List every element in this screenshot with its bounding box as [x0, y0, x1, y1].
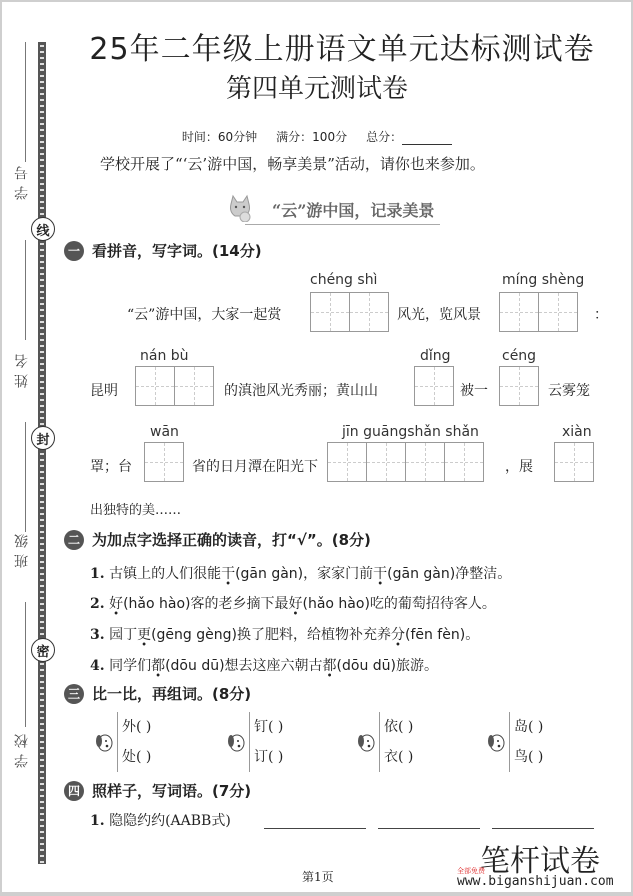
section-number-badge: 一: [64, 241, 84, 261]
dotted-char: 干: [221, 566, 236, 582]
cat-icon: [227, 194, 253, 222]
full-score-info: 满分：100分: [276, 130, 348, 144]
writing-grid[interactable]: [414, 366, 454, 406]
brand-tag: 全部免费: [457, 867, 485, 875]
question-2-2: 2. 好(hǎo hào)客的老乡摘下最好(hǎo hào)吃的葡萄招待客人。: [90, 596, 496, 612]
section-number-badge: 四: [64, 781, 84, 801]
dotted-char: 好: [288, 596, 303, 612]
word-blank[interactable]: 处( ): [122, 749, 152, 765]
reading-options[interactable]: (gēng gèng): [151, 627, 237, 643]
section-2-heading: [64, 529, 371, 550]
time-info: 时间：60分钟: [181, 130, 258, 144]
dog-icon: [95, 731, 113, 753]
compare-pair-1: [95, 712, 151, 772]
page-subtitle: 第四单元测试卷: [225, 74, 408, 104]
binding-line: [25, 422, 26, 532]
reading-options[interactable]: (gān gàn): [235, 566, 304, 582]
reading-options[interactable]: (gān gàn): [387, 566, 456, 582]
section-number-badge: 三: [64, 684, 84, 704]
dotted-char: 干: [373, 566, 388, 582]
dotted-char: 分: [390, 627, 405, 643]
seal-xian: 线: [31, 217, 55, 241]
class-label: 班级: [14, 528, 30, 568]
sentence-text: 罩；台: [90, 459, 132, 475]
pinyin-ming-sheng: míng shèng: [502, 272, 585, 288]
brand-url[interactable]: www.biganshijuan.com: [457, 874, 614, 889]
section-title: 为加点字选择正确的读音，打“√”。(8分): [92, 531, 371, 549]
sentence-text: 的滇池风光秀丽；黄山山: [224, 383, 378, 399]
sentence-text: 被一: [460, 383, 488, 399]
sentence-text: 风光，览风景: [397, 307, 481, 323]
sentence-text: “云”游中国，大家一起赏: [127, 307, 282, 323]
banner-underline: [245, 222, 440, 225]
sentence-text: ，展: [505, 459, 533, 475]
dog-icon: [487, 731, 505, 753]
section-number-badge: 二: [64, 530, 84, 550]
writing-grid[interactable]: [554, 442, 594, 482]
pinyin-ding: dǐng: [420, 348, 451, 364]
exam-meta: [62, 128, 572, 145]
intro-text: 学校开展了“‘云’游中国，畅享美景”活动，请你也来参加。: [100, 155, 485, 173]
sentence-text: 省的日月潭在阳光下: [192, 459, 318, 475]
compare-pair-3: [357, 712, 413, 772]
total-score-blank[interactable]: [402, 134, 452, 145]
student-id-label: 学号: [14, 160, 30, 200]
pinyin-jin-guang-shan-shan: jīn guāngshǎn shǎn: [342, 424, 479, 440]
section-4-heading: [64, 780, 251, 801]
exam-page: [2, 2, 631, 892]
binding-line: [25, 240, 26, 340]
word-blank[interactable]: 岛( ): [514, 719, 544, 735]
word-blank[interactable]: 鸟( ): [514, 749, 544, 765]
compare-pair-2: [227, 712, 283, 772]
question-2-4: 4. 同学们都(dōu dū)想去这座六朝古都(dōu dū)旅游。: [90, 658, 439, 674]
pinyin-nan-bu: nán bù: [140, 348, 189, 364]
seal-feng: 封: [31, 426, 55, 450]
writing-grid[interactable]: [327, 442, 484, 482]
writing-grid[interactable]: [499, 366, 539, 406]
sentence-text: 出独特的美……: [90, 503, 182, 518]
dog-icon: [227, 731, 245, 753]
school-label: 学校: [14, 728, 30, 768]
section-title: 比一比，再组词。(8分): [92, 685, 252, 703]
compare-pair-4: [487, 712, 543, 772]
name-label: 姓名: [14, 348, 30, 388]
dotted-char: 都: [322, 658, 337, 674]
dotted-char: 好: [109, 596, 124, 612]
total-score-label: 总分：: [366, 130, 403, 144]
page-title: 25年二年级上册语文单元达标测试卷: [89, 32, 595, 67]
reading-options[interactable]: (dōu dū): [165, 658, 225, 674]
reading-options[interactable]: (hǎo hào): [302, 596, 370, 612]
pinyin-ceng: céng: [502, 348, 537, 364]
brand-logo: 笔杆试卷: [480, 844, 600, 879]
binding-line: [25, 42, 26, 162]
answer-line[interactable]: [378, 828, 480, 829]
word-blank[interactable]: 钉( ): [254, 719, 284, 735]
dotted-char: 都: [151, 658, 166, 674]
sentence-text: ：: [594, 307, 608, 323]
reading-options[interactable]: (hǎo hào): [123, 596, 191, 612]
section-1-heading: [64, 240, 262, 261]
word-blank[interactable]: 订( ): [254, 749, 284, 765]
binding-perforation: [38, 42, 46, 864]
answer-line[interactable]: [264, 828, 366, 829]
sentence-text: 云雾笼: [548, 383, 590, 399]
reading-options[interactable]: (dōu dū): [336, 658, 397, 674]
word-blank[interactable]: 外( ): [122, 719, 152, 735]
banner-text: “云”游中国，记录美景: [272, 201, 435, 220]
word-blank[interactable]: 依( ): [384, 719, 414, 735]
pinyin-xian: xiàn: [562, 424, 592, 440]
binding-line: [25, 602, 26, 727]
writing-grid[interactable]: [144, 442, 184, 482]
question-2-1: 1. 古镇上的人们很能干(gān gàn)，家家门前干(gān gàn)净整洁。: [90, 566, 512, 582]
writing-grid[interactable]: [499, 292, 578, 332]
pinyin-cheng-shi: chéng shì: [310, 272, 378, 288]
section-title: 看拼音，写字词。(14分): [92, 242, 262, 260]
dotted-char: 更: [137, 627, 152, 643]
pinyin-wan: wān: [150, 424, 179, 440]
section-banner: [227, 192, 447, 232]
writing-grid[interactable]: [310, 292, 389, 332]
sentence-text: 昆明: [90, 383, 118, 399]
section-title: 照样子，写词语。(7分): [92, 782, 252, 800]
page-number: 第1页: [302, 870, 334, 884]
writing-grid[interactable]: [135, 366, 214, 406]
question-4-1: 1. 隐隐约约(AABB式): [90, 813, 231, 829]
reading-options[interactable]: (fēn fèn): [404, 627, 466, 643]
dog-icon: [357, 731, 375, 753]
word-blank[interactable]: 衣( ): [384, 749, 414, 765]
section-3-heading: [64, 683, 251, 704]
answer-line[interactable]: [492, 828, 594, 829]
question-2-3: 3. 园丁更(gēng gèng)换了肥料，给植物补充养分(fēn fèn)。: [90, 627, 480, 643]
seal-mi: 密: [31, 638, 55, 662]
